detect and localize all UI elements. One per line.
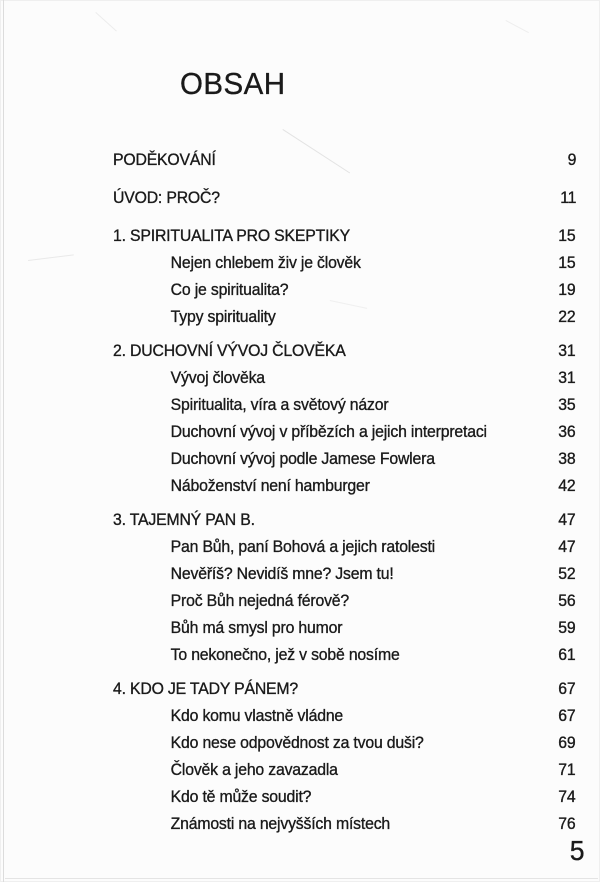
- toc-entry-label: Vývoj člověka: [170, 368, 265, 387]
- toc-entry-label: Kdo nese odpovědnost za tvou duši?: [170, 733, 424, 752]
- toc-section-row: [113, 614, 576, 641]
- folio-page-number: 5: [570, 835, 585, 866]
- toc-entry-label: ÚVOD: PROČ?: [113, 188, 220, 207]
- toc-entry-page: 71: [558, 760, 576, 779]
- toc-entry-label: Člověk a jeho zavazadla: [170, 760, 338, 779]
- toc-front-matter-row: [113, 184, 576, 211]
- toc-section-row: [113, 783, 576, 810]
- toc-entry-label: Kdo tě může soudit?: [170, 787, 312, 806]
- toc-entry-page: 19: [558, 280, 576, 299]
- toc-section-row: [113, 756, 576, 783]
- toc-section-row: [113, 364, 576, 391]
- toc-section-row: [113, 702, 576, 729]
- toc-entry-page: 36: [558, 422, 576, 441]
- toc-entry-page: 47: [558, 537, 576, 556]
- toc-chapter-block: [113, 337, 576, 499]
- scan-crease-artifact: [28, 254, 74, 261]
- toc-entry-page: 76: [558, 814, 576, 833]
- toc-entry-page: 67: [558, 706, 576, 725]
- toc-entry-label: Typy spirituality: [170, 307, 276, 326]
- toc-entry-label: Duchovní vývoj podle Jamese Fowlera: [170, 449, 435, 468]
- toc-section-row: [113, 533, 576, 560]
- toc-entry-page: 11: [559, 188, 576, 207]
- toc-section-row: [113, 418, 576, 445]
- toc-entry-label: PODĚKOVÁNÍ: [113, 150, 216, 169]
- scan-edge-line: [3, 0, 4, 882]
- toc-section-row: [113, 303, 576, 330]
- toc-entry-page: 47: [558, 510, 576, 529]
- toc-section-row: [113, 249, 576, 276]
- toc-chapter-row: [113, 222, 576, 249]
- toc-entry-label: Bůh má smysl pro humor: [170, 618, 343, 637]
- toc-entry-page: 9: [567, 150, 576, 169]
- toc-entry-page: 15: [558, 226, 576, 245]
- toc-entry-page: 52: [558, 564, 576, 583]
- toc-section-row: [113, 641, 576, 668]
- toc-entry-page: 42: [558, 476, 576, 495]
- toc-front-matter-row: [113, 146, 576, 173]
- toc-entry-label: Nevěříš? Nevidíš mne? Jsem tu!: [170, 564, 394, 583]
- toc-section-row: [113, 560, 576, 587]
- toc-entry-label: 2. DUCHOVNÍ VÝVOJ ČLOVĚKA: [113, 341, 346, 360]
- toc-entry-label: To nekonečno, jež v sobě nosíme: [170, 645, 400, 664]
- toc-section-row: [113, 472, 576, 499]
- toc-entry-page: 74: [558, 787, 576, 806]
- toc-section-row: [113, 587, 576, 614]
- toc-entry-label: 1. SPIRITUALITA PRO SKEPTIKY: [113, 226, 351, 245]
- toc-entry-page: 31: [558, 341, 576, 360]
- toc-chapter-row: [113, 337, 576, 364]
- toc-section-row: [113, 810, 576, 837]
- toc-entry-page: 69: [558, 733, 576, 752]
- toc-entry-label: Spiritualita, víra a světový názor: [170, 395, 389, 414]
- toc-entry-page: 38: [558, 449, 576, 468]
- page-title: OBSAH: [180, 66, 286, 101]
- table-of-contents: [113, 146, 576, 837]
- toc-chapter-block: [113, 675, 576, 837]
- toc-section-row: [113, 445, 576, 472]
- toc-entry-label: Nejen chlebem živ je člověk: [170, 253, 361, 272]
- toc-entry-label: Pan Bůh, paní Bohová a jejich ratolesti: [170, 537, 435, 556]
- toc-entry-page: 22: [558, 307, 576, 326]
- toc-entry-label: 4. KDO JE TADY PÁNEM?: [113, 679, 298, 698]
- toc-entry-page: 67: [558, 679, 576, 698]
- toc-entry-page: 31: [558, 368, 576, 387]
- toc-entry-page: 56: [558, 591, 576, 610]
- toc-entry-label: Proč Bůh nejedná férově?: [170, 591, 350, 610]
- toc-entry-label: Kdo komu vlastně vládne: [170, 706, 344, 725]
- scan-edge-line: [5, 878, 598, 879]
- scan-crease-artifact: [506, 20, 529, 33]
- toc-entry-page: 59: [558, 618, 576, 637]
- toc-chapter-row: [113, 675, 576, 702]
- toc-entry-label: Náboženství není hamburger: [170, 476, 370, 495]
- toc-entry-label: Duchovní vývoj v příbězích a jejich interpretaci: [170, 422, 487, 441]
- toc-section-row: [113, 729, 576, 756]
- toc-section-row: [113, 391, 576, 418]
- scan-crease-artifact: [95, 12, 116, 31]
- toc-chapter-block: [113, 506, 576, 668]
- toc-entry-label: 3. TAJEMNÝ PAN B.: [113, 510, 255, 529]
- toc-entry-page: 61: [558, 645, 576, 664]
- toc-chapter-row: [113, 506, 576, 533]
- toc-chapter-block: [113, 222, 576, 330]
- toc-entry-label: Co je spiritualita?: [170, 280, 289, 299]
- toc-section-row: [113, 276, 576, 303]
- toc-entry-label: Známosti na nejvyšších místech: [170, 814, 391, 833]
- toc-entry-page: 15: [558, 253, 576, 272]
- toc-entry-page: 35: [558, 395, 576, 414]
